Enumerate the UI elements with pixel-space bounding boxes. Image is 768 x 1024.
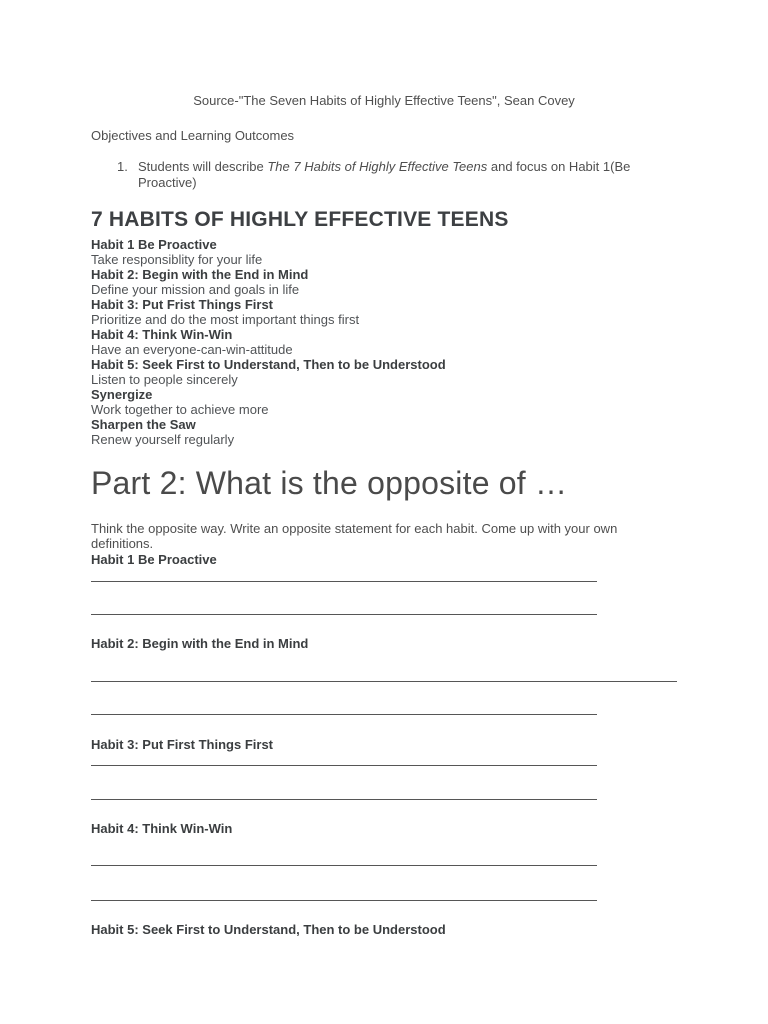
habit-title: Habit 4: Think Win-Win [91, 327, 233, 342]
part2-heading: Part 2: What is the opposite of … [91, 465, 568, 501]
answer-section-habit3 [91, 737, 677, 800]
habit-title: Habit 1 Be Proactive [91, 237, 217, 252]
answer-blank-line [91, 581, 597, 582]
book-title-italic: The 7 Habits of Highly Effective Teens [267, 159, 488, 174]
objective-text [138, 159, 630, 191]
section-title: Habit 2: Begin with the End in Mind [91, 636, 309, 651]
answer-section-habit5 [91, 922, 677, 937]
habit-description: Take responsiblity for your life [91, 252, 263, 267]
instructions-line2: definitions. [91, 536, 154, 551]
objectives-heading: Objectives and Learning Outcomes [91, 128, 295, 143]
answer-section-habit2 [91, 636, 677, 715]
habit-title: Synergize [91, 387, 153, 402]
part1-heading: 7 HABITS OF HIGHLY EFFECTIVE TEENS [91, 208, 509, 231]
habit-description: Have an everyone-can-win-attitude [91, 342, 293, 357]
section-title: Habit 5: Seek First to Understand, Then to be Understood [91, 922, 446, 937]
habit-description: Renew yourself regularly [91, 432, 235, 447]
answer-blank-line [91, 681, 677, 682]
habit-title: Habit 3: Put Frist Things First [91, 297, 274, 312]
objective-number: 1. [117, 159, 128, 174]
answer-blank-line [91, 614, 597, 615]
part2-instructions [91, 521, 677, 551]
habit-row [91, 237, 677, 267]
habit-description: Work together to achieve more [91, 402, 269, 417]
instructions-line1: Think the opposite way. Write an opposite statement for each habit. Come up with your own [91, 521, 618, 536]
habit-title: Habit 5: Seek First to Understand, Then to be Understood [91, 357, 446, 372]
habit-list [91, 237, 677, 447]
habit-row [91, 387, 677, 417]
objective-text-wrap: Proactive) [138, 175, 197, 190]
answer-section-habit1 [91, 552, 677, 615]
answer-blank-line [91, 799, 597, 800]
habit-row [91, 327, 677, 357]
section-title: Habit 4: Think Win-Win [91, 821, 233, 836]
section-title: Habit 1 Be Proactive [91, 552, 217, 567]
habit-description: Define your mission and goals in life [91, 282, 300, 297]
habit-description: Listen to people sincerely [91, 372, 238, 387]
habit-title: Sharpen the Saw [91, 417, 196, 432]
answer-blank-line [91, 714, 597, 715]
habit-row [91, 267, 677, 297]
answer-blank-line [91, 765, 597, 766]
section-title: Habit 3: Put First Things First [91, 737, 274, 752]
objective-text-pre: Students will describe [138, 159, 268, 174]
habit-description: Prioritize and do the most important things first [91, 312, 360, 327]
objective-list-item [117, 159, 677, 191]
answer-section-habit4 [91, 821, 677, 901]
habit-row [91, 417, 677, 447]
habit-row [91, 357, 677, 387]
habit-title: Habit 2: Begin with the End in Mind [91, 267, 309, 282]
answer-blank-line [91, 900, 597, 901]
objective-text-post: and focus on Habit 1(Be [487, 159, 631, 174]
source-attribution: Source-"The Seven Habits of Highly Effective Teens", Sean Covey [193, 93, 575, 108]
habit-row [91, 297, 677, 327]
answer-blank-line [91, 865, 597, 866]
